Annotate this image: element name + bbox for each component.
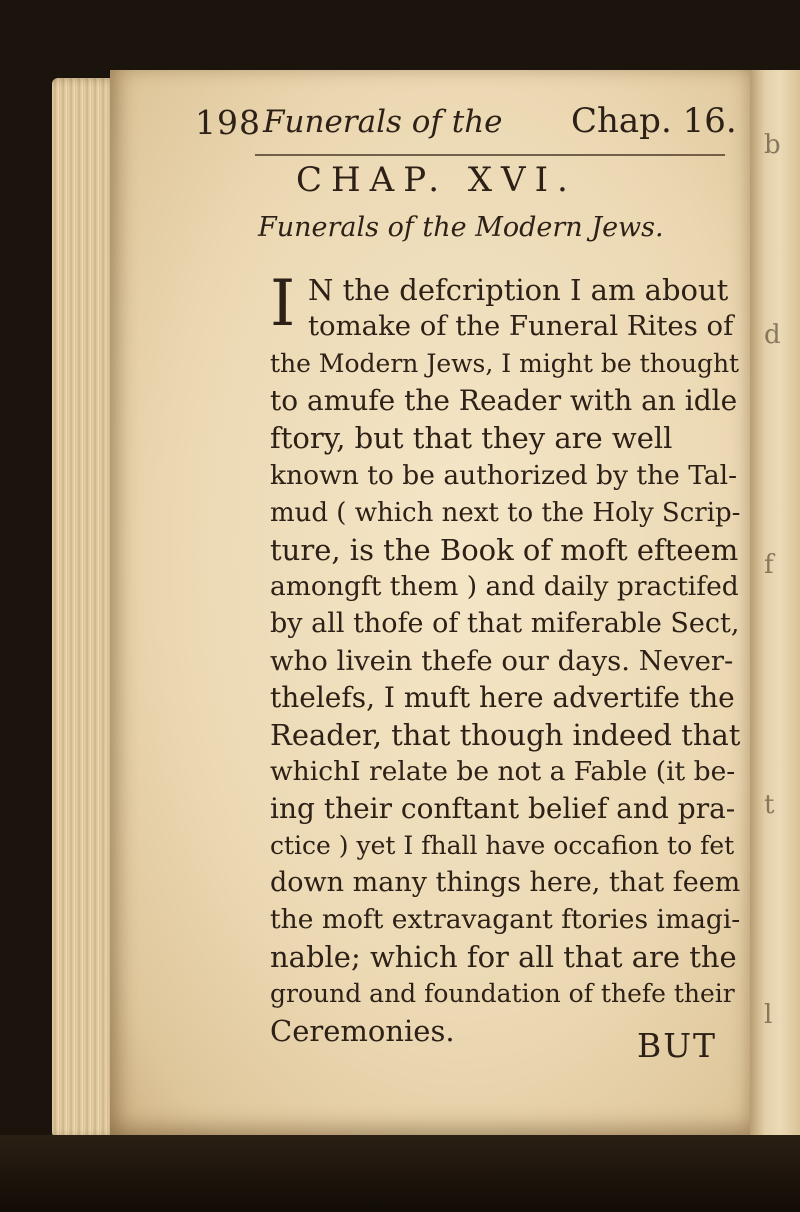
text-line: ture, is the Book of moft efteem [270, 533, 739, 567]
text-line: ground and foundation of thefe their [270, 979, 735, 1008]
facing-page-fragment: t [764, 790, 775, 820]
catchword: BUT [637, 1026, 718, 1065]
facing-page-fragment: b [764, 130, 781, 160]
text-line: Reader, that though indeed that [270, 718, 741, 752]
text-line: nable; which for all that are the [270, 940, 737, 974]
text-line: thelefs, I muft here advertife the [270, 681, 735, 714]
facing-page-sliver [750, 70, 800, 1155]
text-line: by all thofe of that miferable Sect, [270, 608, 740, 639]
text-line: N the defcription I am about [308, 273, 729, 307]
drop-cap: I [270, 267, 296, 341]
header-rule [255, 154, 725, 156]
running-head: Funerals of the [263, 104, 503, 140]
text-line: ctice ) yet I fhall have occafion to fet [270, 831, 735, 860]
text-line: amongft them ) and daily practifed [270, 571, 739, 602]
text-line: down many things here, that feem [270, 867, 741, 898]
bottom-shadow [0, 1135, 800, 1212]
facing-page-fragment: d [764, 320, 781, 350]
facing-page-fragment: l [764, 1000, 773, 1030]
text-line: the moft extravagant ftories imagi- [270, 904, 741, 935]
facing-page-fragment: f [764, 550, 774, 580]
text-line: whichI relate be not a Fable (it be- [270, 756, 736, 787]
page-number: 198 [195, 103, 261, 142]
text-line: Ceremonies. [270, 1014, 455, 1048]
chapter-reference: Chap. 16. [571, 101, 737, 141]
text-line: ftory, but that they are well [270, 421, 673, 455]
running-header [195, 103, 795, 153]
text-line: ing their conftant belief and pra- [270, 792, 736, 825]
text-line: who livein thefe our days. Never- [270, 645, 734, 677]
text-line: mud ( which next to the Holy Scrip- [270, 498, 741, 528]
text-line: known to be authorized by the Tal- [270, 460, 738, 491]
text-line: the Modern Jews, I might be thought [270, 349, 740, 378]
text-line: tomake of the Funeral Rites of [308, 310, 734, 342]
chapter-subtitle: Funerals of the Modern Jews. [258, 212, 664, 243]
text-line: to amufe the Reader with an idle [270, 384, 738, 417]
chapter-title: CHAP. XVI. [296, 160, 577, 200]
